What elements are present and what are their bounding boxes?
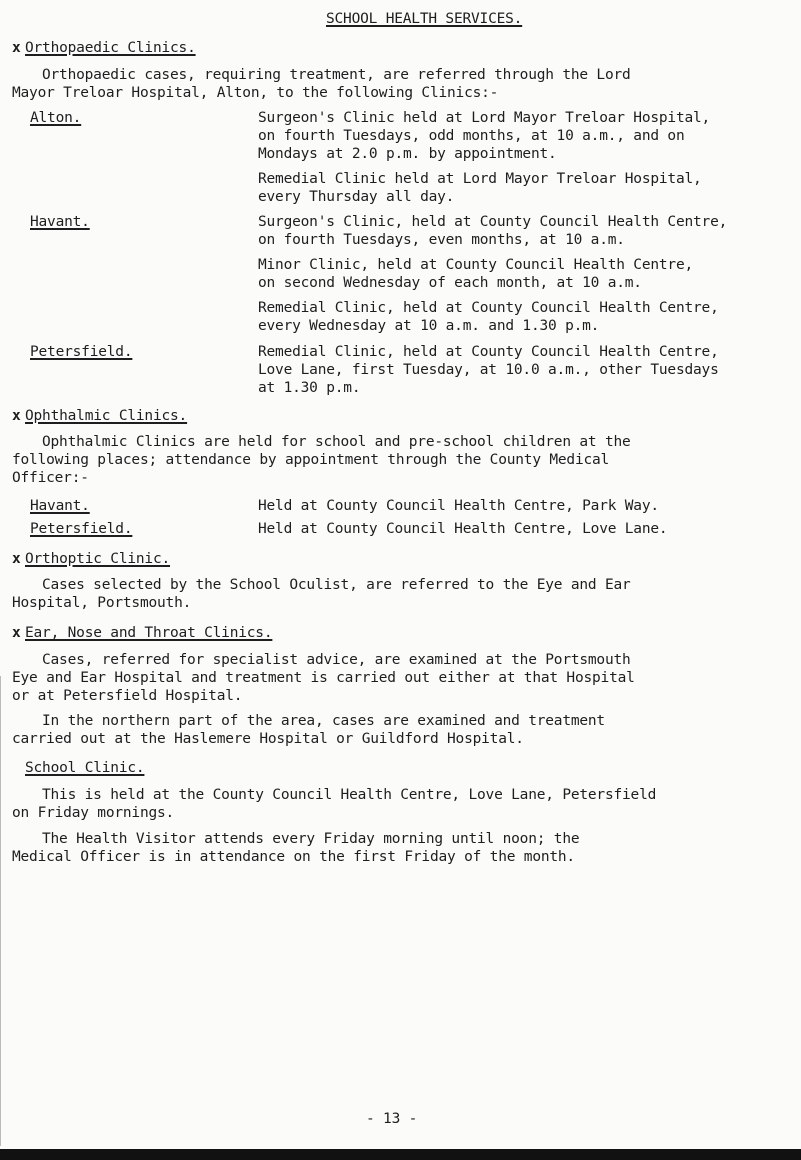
orthoptic-text: Hospital, Portsmouth. [12, 595, 192, 611]
section-marker: x [12, 551, 21, 567]
clinic-text: Love Lane, first Tuesday, at 10.0 a.m., other Tuesdays [258, 362, 719, 378]
ent-text: Cases, referred for specialist advice, are examined at the Portsmouth [42, 652, 631, 668]
place-label-havant: Havant. [30, 214, 90, 230]
school-clinic-text: Medical Officer is in attendance on the first Friday of the month. [12, 849, 575, 865]
ophthalmic-intro-line: Ophthalmic Clinics are held for school and pre-school children at the [42, 434, 631, 450]
ent-text: carried out at the Haslemere Hospital or Guildford Hospital. [12, 731, 524, 747]
orthopaedic-heading: Orthopaedic Clinics. [25, 40, 196, 56]
ent-text: In the northern part of the area, cases are examined and treatment [42, 713, 605, 729]
orthoptic-text: Cases selected by the School Oculist, are referred to the Eye and Ear [42, 577, 631, 593]
clinic-text: Remedial Clinic, held at County Council Health Centre, [258, 300, 719, 316]
clinic-text: at 1.30 p.m. [258, 380, 361, 396]
school-clinic-text: This is held at the County Council Health Centre, Love Lane, Petersfield [42, 787, 657, 803]
place-label-alton: Alton. [30, 110, 82, 126]
ent-text: or at Petersfield Hospital. [12, 688, 243, 704]
scan-bottom-border [0, 1149, 801, 1160]
clinic-text: Surgeon's Clinic, held at County Council Health Centre, [258, 214, 728, 230]
ophthalmic-intro-line: Officer:- [12, 470, 89, 486]
clinic-text: on fourth Tuesdays, odd months, at 10 a.m., and on [258, 128, 685, 144]
scan-edge-line [0, 676, 1, 1146]
orthoptic-heading: Orthoptic Clinic. [25, 551, 171, 567]
ent-heading: Ear, Nose and Throat Clinics. [25, 625, 273, 641]
clinic-text: Remedial Clinic, held at County Council Health Centre, [258, 344, 719, 360]
clinic-text: Held at County Council Health Centre, Love Lane. [258, 521, 668, 537]
clinic-text: Mondays at 2.0 p.m. by appointment. [258, 146, 557, 162]
clinic-text: Surgeon's Clinic held at Lord Mayor Treloar Hospital, [258, 110, 711, 126]
place-label-havant: Havant. [30, 498, 90, 514]
section-marker: x [12, 40, 21, 56]
clinic-text: on fourth Tuesdays, even months, at 10 a.m. [258, 232, 625, 248]
ent-text: Eye and Ear Hospital and treatment is carried out either at that Hospital [12, 670, 635, 686]
orthopaedic-intro-line: Orthopaedic cases, requiring treatment, are referred through the Lord [42, 67, 631, 83]
page-title: SCHOOL HEALTH SERVICES. [326, 11, 523, 27]
clinic-text: Held at County Council Health Centre, Park Way. [258, 498, 659, 514]
page-number: - 13 - [366, 1111, 418, 1127]
section-marker: x [12, 625, 21, 641]
clinic-text: every Thursday all day. [258, 189, 455, 205]
school-clinic-text: on Friday mornings. [12, 805, 175, 821]
school-clinic-heading: School Clinic. [25, 760, 145, 776]
place-label-petersfield: Petersfield. [30, 521, 133, 537]
orthopaedic-intro-line: Mayor Treloar Hospital, Alton, to the following Clinics:- [12, 85, 499, 101]
place-label-petersfield: Petersfield. [30, 344, 133, 360]
clinic-text: Minor Clinic, held at County Council Health Centre, [258, 257, 694, 273]
clinic-text: Remedial Clinic held at Lord Mayor Treloar Hospital, [258, 171, 702, 187]
ophthalmic-heading: Ophthalmic Clinics. [25, 408, 188, 424]
clinic-text: on second Wednesday of each month, at 10 a.m. [258, 275, 642, 291]
ophthalmic-intro-line: following places; attendance by appointment through the County Medical [12, 452, 610, 468]
clinic-text: every Wednesday at 10 a.m. and 1.30 p.m. [258, 318, 600, 334]
section-marker: x [12, 408, 21, 424]
school-clinic-text: The Health Visitor attends every Friday morning until noon; the [42, 831, 580, 847]
